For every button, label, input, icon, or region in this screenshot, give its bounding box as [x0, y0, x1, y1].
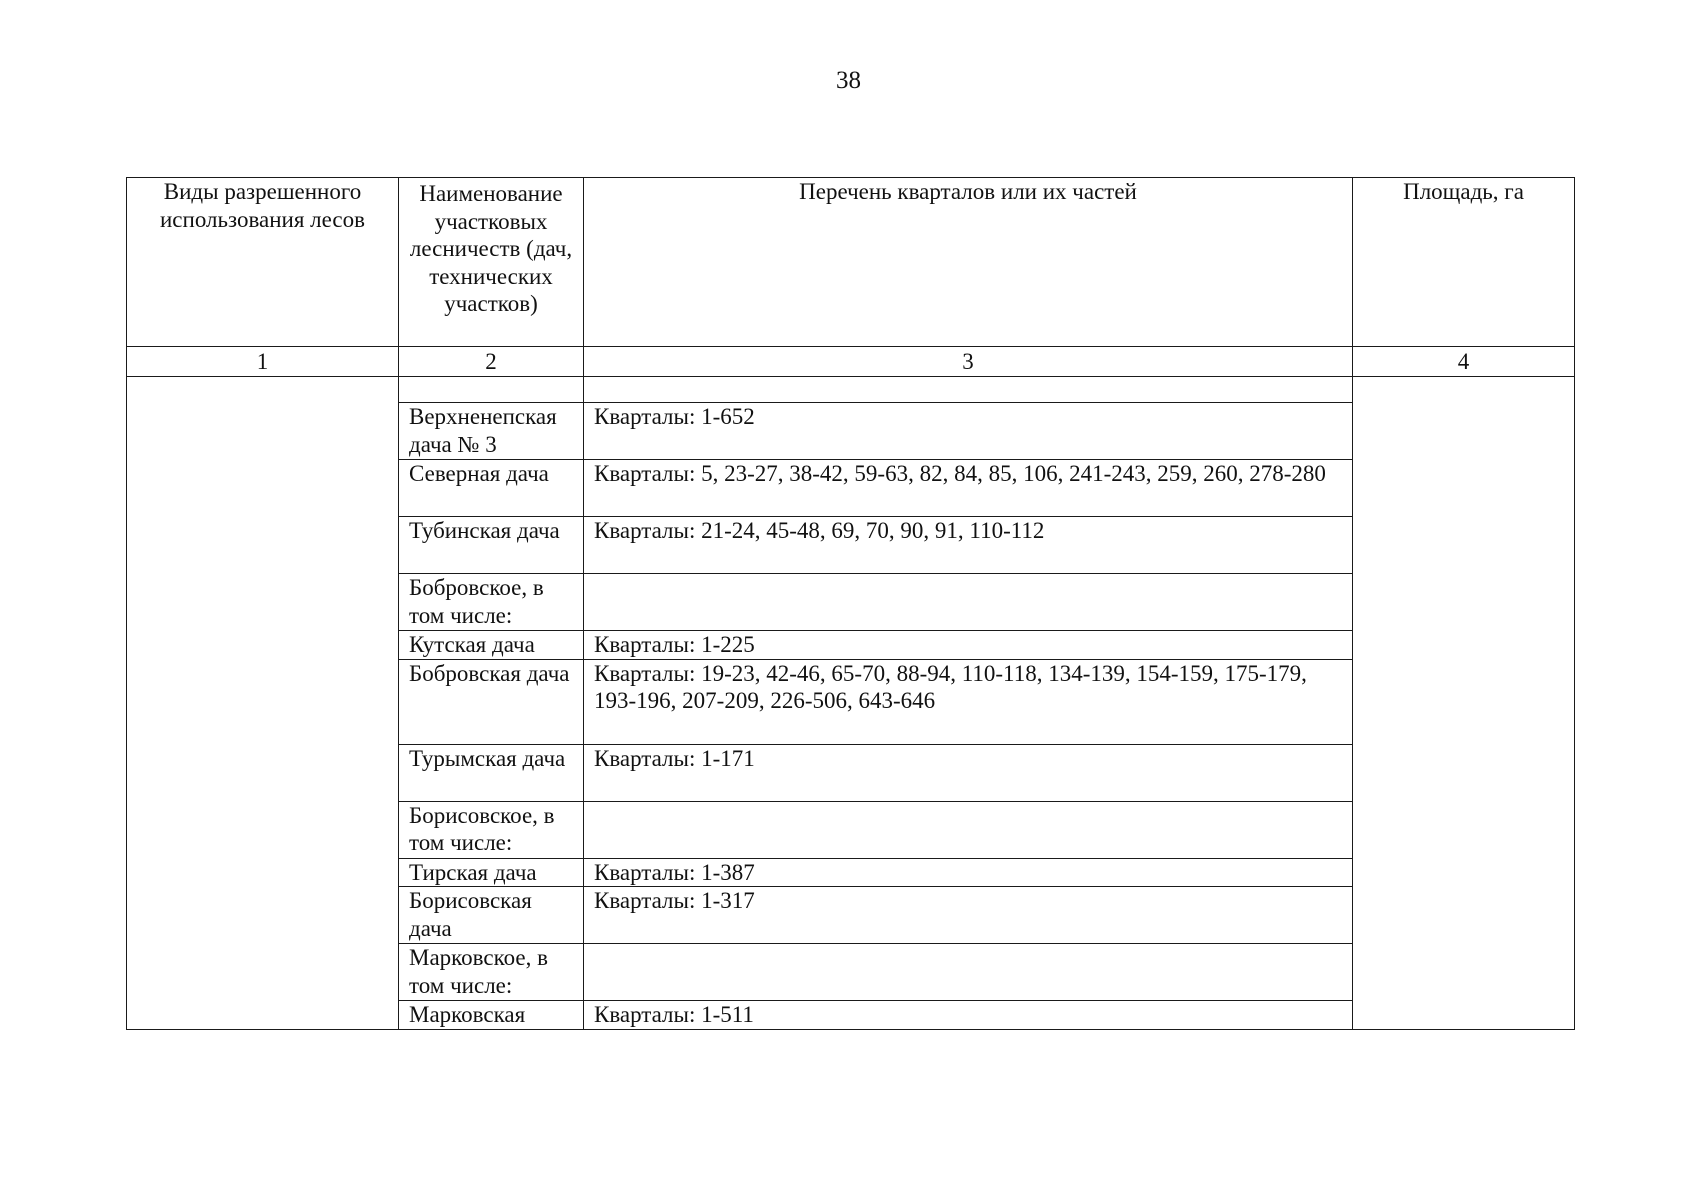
column-number: 4	[1353, 347, 1575, 377]
forestry-name-cell: Тирская дача	[399, 858, 584, 887]
quarters-cell: Кварталы: 1-652	[584, 403, 1353, 460]
quarters-cell: Кварталы: 1-225	[584, 631, 1353, 660]
column-number: 2	[399, 347, 584, 377]
quarters-cell	[584, 574, 1353, 631]
quarters-cell	[584, 944, 1353, 1001]
quarters-cell: Кварталы: 21-24, 45-48, 69, 70, 90, 91, 110-112	[584, 517, 1353, 574]
area-cell	[1353, 377, 1575, 1030]
quarters-cell	[584, 801, 1353, 858]
column-number: 1	[127, 347, 399, 377]
quarters-cell: Кварталы: 5, 23-27, 38-42, 59-63, 82, 84, 85, 106, 241-243, 259, 260, 278-280	[584, 460, 1353, 517]
table-row	[127, 377, 1575, 403]
column-number: 3	[584, 347, 1353, 377]
forestry-name-cell: Борисовская дача	[399, 887, 584, 944]
quarters-cell	[584, 377, 1353, 403]
quarters-cell: Кварталы: 19-23, 42-46, 65-70, 88-94, 110-118, 134-139, 154-159, 175-179, 193-196, 207-209, 226-506, 643-646	[584, 659, 1353, 744]
forest-use-table	[126, 177, 1575, 1030]
header-use-types: Виды разрешенного использования лесов	[127, 178, 399, 347]
quarters-cell: Кварталы: 1-171	[584, 744, 1353, 801]
header-quarters-list: Перечень кварталов или их частей	[584, 178, 1353, 347]
forestry-name-cell: Северная дача	[399, 460, 584, 517]
forestry-name-cell: Марковское, в том числе:	[399, 944, 584, 1001]
header-forestry-names: Наименование участковых лесничеств (дач, технических участков)	[399, 178, 584, 347]
forestry-name-cell: Борисовское, в том числе:	[399, 801, 584, 858]
forestry-name-cell: Бобровское, в том числе:	[399, 574, 584, 631]
forestry-name-cell	[399, 377, 584, 403]
header-area: Площадь, га	[1353, 178, 1575, 347]
forestry-name-cell: Тубинская дача	[399, 517, 584, 574]
forestry-name-cell: Турымская дача	[399, 744, 584, 801]
quarters-cell: Кварталы: 1-511	[584, 1001, 1353, 1030]
use-type-cell	[127, 377, 399, 1030]
forestry-name-cell: Бобровская дача	[399, 659, 584, 744]
forestry-name-cell: Марковская	[399, 1001, 584, 1030]
forestry-name-cell: Кутская дача	[399, 631, 584, 660]
page-number: 38	[836, 67, 861, 94]
forestry-name-cell: Верхненепская дача № 3	[399, 403, 584, 460]
column-number-row	[127, 347, 1575, 377]
table-header-row	[127, 178, 1575, 347]
quarters-cell: Кварталы: 1-387	[584, 858, 1353, 887]
quarters-cell: Кварталы: 1-317	[584, 887, 1353, 944]
